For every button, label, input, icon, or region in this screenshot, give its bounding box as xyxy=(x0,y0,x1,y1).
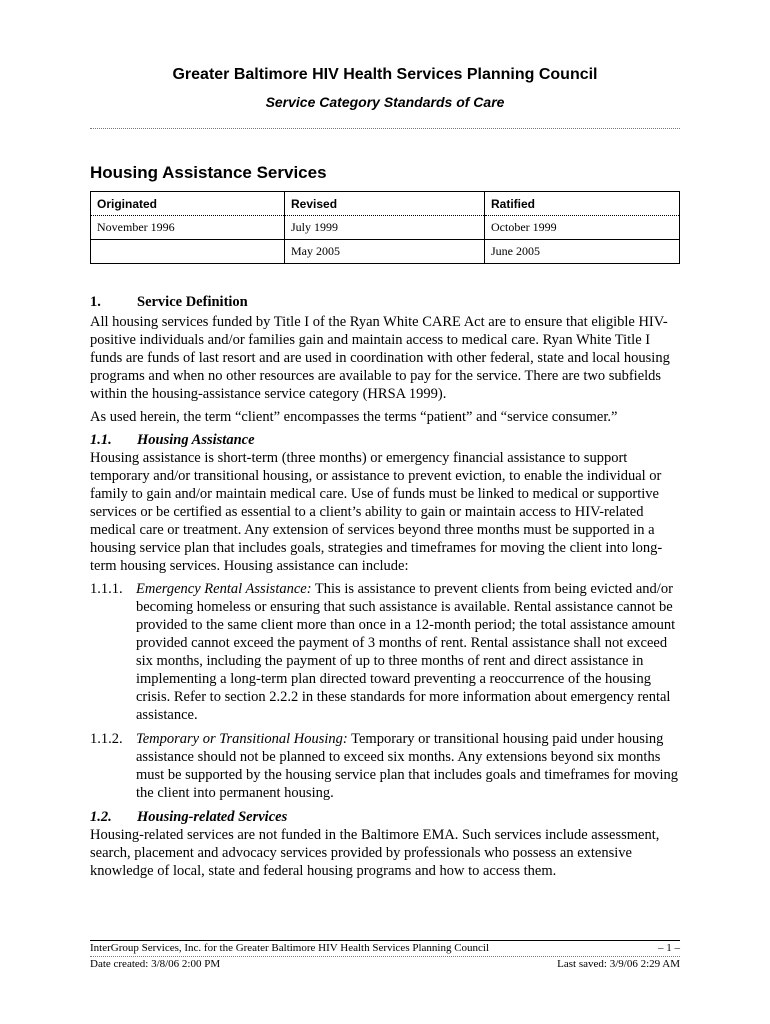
item-text xyxy=(136,730,680,802)
table-row xyxy=(91,216,680,240)
table-row xyxy=(91,240,680,264)
header-divider xyxy=(90,128,680,129)
list-item xyxy=(90,580,680,724)
section-number: 1. xyxy=(90,294,101,310)
column-header-originated: Originated xyxy=(91,192,285,216)
section-title: Service Definition xyxy=(137,294,248,310)
column-header-ratified: Ratified xyxy=(485,192,680,216)
council-title: Greater Baltimore HIV Health Services Planning Council xyxy=(172,66,598,83)
item-body: Temporary or transitional housing paid under housing assistance should not be planned to exceed six months. Any extensions beyond six months must be supported by the housing service plan that includes goals and timeframes for moving the client into permanent housing. xyxy=(136,731,679,801)
item-body: This is assistance to prevent clients from being evicted and/or becoming homeless or ensuring that such assistance is available. Rental assistance cannot be provided to the same client more than once in a 12-month period; the total assistance amount provided cannot exceed the payment of 3 months of rent. Rental assistance shall not exceed six months, including the payment of up to three months of rent and direct assistance in implementing a long-term plan directed toward preventing a reoccurrence of the housing crisis. Refer to section 2.2.2 in these standards for more information about emergency rental assistance. xyxy=(136,581,676,723)
footer-organization: InterGroup Services, Inc. for the Greater Baltimore HIV Health Services Planning Council xyxy=(90,942,490,954)
table-cell: July 1999 xyxy=(285,216,485,240)
list-item xyxy=(90,730,680,802)
footer-dates-line xyxy=(90,958,680,970)
item-number: 1.1.2. xyxy=(90,731,123,747)
section-title: Housing Assistance xyxy=(137,432,255,448)
table-cell: June 2005 xyxy=(485,240,680,264)
page-number: – 1 – xyxy=(658,942,680,954)
section-1-1-paragraph: Housing assistance is short-term (three months) or emergency financial assistance to support temporary and/or transitional housing, or assistance to prevent eviction, to enable the individual or family to gain and/or maintain medical care. Use of funds must be linked to medical or supportive services or be certified as essential to a client’s ability to gain or maintain access to HIV-related medical care or treatment. Any extension of services beyond three months must be supported in a housing service plan that includes goals, strategies and timeframes for moving the client into long-term housing services. Housing assistance can include: xyxy=(90,450,663,574)
table-cell xyxy=(91,240,285,264)
document-heading: Housing Assistance Services xyxy=(90,163,327,182)
section-title: Housing-related Services xyxy=(137,809,288,825)
table-cell: May 2005 xyxy=(285,240,485,264)
footer-divider xyxy=(90,956,680,957)
footer-organization-line xyxy=(90,942,680,954)
item-label: Emergency Rental Assistance: xyxy=(136,581,312,597)
date-created: Date created: 3/8/06 2:00 PM xyxy=(90,958,221,970)
section-1-1-heading xyxy=(90,431,680,449)
document-body xyxy=(90,293,680,885)
item-number: 1.1.1. xyxy=(90,581,123,597)
column-header-revised: Revised xyxy=(285,192,485,216)
section-1-paragraph: All housing services funded by Title I of the Ryan White CARE Act are to ensure that eligible HIV-positive individuals and/or families gain and maintain access to medical care. Ryan White Title I funds are funds of last resort and are used in coordination with other federal, state and local housing programs and when no other resources are available to pay for the service. There are two subfields within the housing-assistance service category (HRSA 1999). xyxy=(90,314,670,402)
last-saved: Last saved: 3/9/06 2:29 AM xyxy=(557,958,680,970)
standards-subtitle: Service Category Standards of Care xyxy=(265,94,505,110)
footer-divider xyxy=(90,940,680,941)
table-cell: November 1996 xyxy=(91,216,285,240)
section-1-paragraph: As used herein, the term “client” encompasses the terms “patient” and “service consumer.” xyxy=(90,409,618,425)
section-1-2-paragraph: Housing-related services are not funded in the Baltimore EMA. Such services include assessment, search, placement and advocacy services provided by professionals who possess an extensive knowledge of local, state and federal housing programs and how to access them. xyxy=(90,827,660,879)
section-1-2-heading xyxy=(90,808,680,826)
item-text xyxy=(136,580,680,724)
section-number: 1.2. xyxy=(90,809,112,825)
table-cell: October 1999 xyxy=(485,216,680,240)
section-1-heading xyxy=(90,293,680,313)
section-number: 1.1. xyxy=(90,432,112,448)
item-label: Temporary or Transitional Housing: xyxy=(136,731,348,747)
revision-history-table xyxy=(90,191,680,264)
table-header-row xyxy=(91,192,680,216)
